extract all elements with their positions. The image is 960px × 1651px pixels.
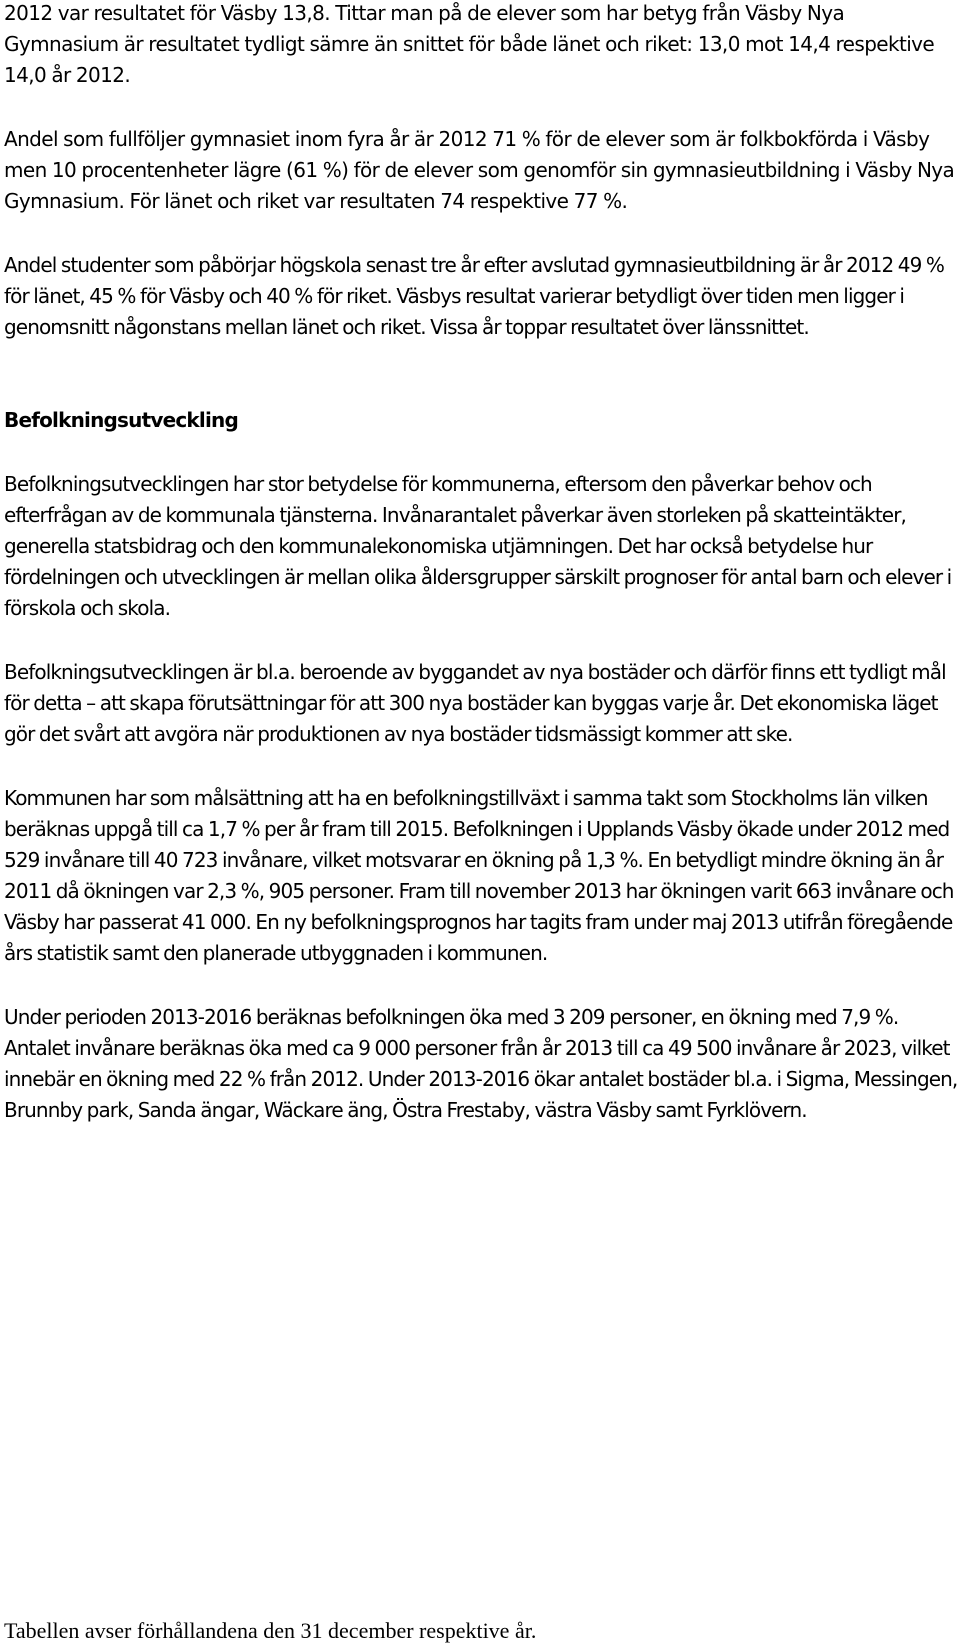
paragraph-housing-target: Befolkningsutvecklingen är bl.a. beroende av byggandet av nya bostäder och därför finns ett tydligt mål för detta – att skapa förutsättningar för att 300 nya bostäder kan byggas varje år. Det ekonomiska läget gör det svårt att avgöra när produktionen av nya bostäder tidsmässigt kommer att ske. — [4, 660, 946, 746]
paragraph-grade-results: 2012 var resultatet för Väsby 13,8. Tittar man på de elever som har betyg från Väsby Nya Gymnasium är resultatet tydligt sämre än snittet för både länet och riket: 13,0 mot 14,4 respektive 14,0 år 2012. — [4, 1, 935, 87]
document-body — [4, 0, 959, 1126]
paragraph-higher-education: Andel studenter som påbörjar högskola senast tre år efter avslutad gymnasieutbildning är år 2012 49 % för länet, 45 % för Väsby och 40 % för riket. Väsbys resultat varierar betydligt över tiden men ligger i genomsnitt någonstans mellan länet och riket. Vissa år toppar resultatet över länssnittet. — [4, 253, 944, 339]
paragraph-growth-goal: Kommunen har som målsättning att ha en befolkningstillväxt i samma takt som Stockholms län vilken beräknas uppgå till ca 1,7 % per år fram till 2015. Befolkningen i Upplands Väsby ökade under 2012 med 529 invånare till 40 723 invånare, vilket motsvarar en ökning på 1,3 %. En betydligt mindre ökning än år 2011 då ökningen var 2,3 %, 905 personer. Fram till november 2013 har ökningen varit 663 invånare och Väsby har passerat 41 000. En ny befolkningsprognos har tagits fram under maj 2013 utifrån föregående års statistik samt den planerade utbyggnaden i kommunen. — [4, 786, 954, 965]
section-heading: Befolkningsutveckling — [4, 408, 238, 432]
paragraph-population-importance: Befolkningsutvecklingen har stor betydelse för kommunerna, eftersom den påverkar behov och efterfrågan av de kommunala tjänsterna. Invånarantalet påverkar även storleken på skatteintäkter, generella statsbidrag och den kommunalekonomiska utjämningen. Det har också betydelse hur fördelningen och utvecklingen är mellan olika åldersgrupper särskilt prognoser för antal barn och elever i förskola och skola. — [4, 472, 952, 620]
paragraph-population-forecast: Under perioden 2013-2016 beräknas befolkningen öka med 3 209 personer, en ökning med 7,9 %. Antalet invånare beräknas öka med ca 9 000 personer från år 2013 till ca 49 500 invånare år 2023, vilket innebär en ökning med 22 % från 2012. Under 2013-2016 ökar antalet bostäder bl.a. i Sigma, Messingen, Brunnby park, Sanda ängar, Wäckare äng, Östra Frestaby, västra Väsby samt Fyrklövern. — [4, 1005, 958, 1122]
paragraph-completion-rate: Andel som fullföljer gymnasiet inom fyra år är 2012 71 % för de elever som är folkbokförda i Väsby men 10 procentenheter lägre (61 %) för de elever som genomför sin gymnasieutbildning i Väsby Nya Gymnasium. För länet och riket var resultaten 74 respektive 77 %. — [4, 127, 955, 213]
table-footnote: Tabellen avser förhållandena den 31 december respektive år. — [4, 1618, 537, 1643]
